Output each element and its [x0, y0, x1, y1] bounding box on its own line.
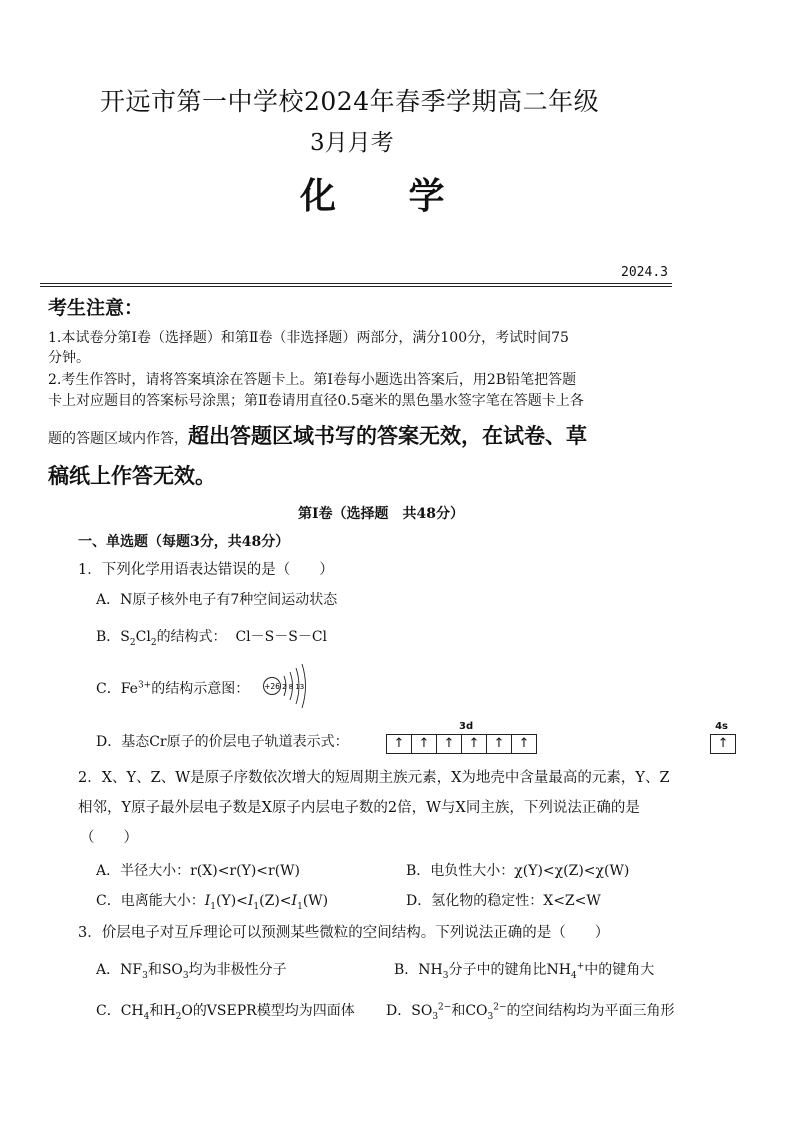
orbital-label-4s: 4s	[715, 721, 729, 732]
option-label: C．	[96, 681, 121, 697]
notice-text: 题的答题区域内作答，	[48, 431, 188, 447]
option-text: 的VSEPR模型均为四面体	[192, 1003, 355, 1019]
section-heading: 一、单选题（每题3分，共48分）	[78, 534, 290, 550]
q2-option-d: D．氢化物的稳定性：X<Z<W	[406, 893, 601, 909]
q2-option-b: B．电负性大小：χ(Y)<χ(Z)<χ(W)	[406, 863, 630, 879]
q3-option-d: D．$SO_3^{2-}$和$CO_3^{2-}$的空间结构均为平面三角形	[386, 1002, 675, 1022]
notice-heading: 考生注意：	[48, 297, 144, 319]
orbital-label-3d: 3d	[459, 721, 474, 732]
orbital-box: ↑	[411, 734, 437, 754]
exam-subtitle: 3月月考	[310, 130, 394, 156]
exam-title: 开远市第一中学校2024年春季学期高二年级	[100, 87, 600, 116]
structural-formula: Cl－S－S－Cl	[235, 629, 328, 645]
orbital-box: ↑	[511, 734, 537, 754]
notice-emphasis: 超出答题区域书写的答案无效，在试卷、草	[188, 424, 587, 448]
orbital-box: ↑	[710, 734, 736, 754]
q3-option-a: A．$NF_3$和$SO_3$均为非极性分子	[96, 962, 287, 981]
notice-line: 1.本试卷分第Ⅰ卷（选择题）和第Ⅱ卷（非选择题）两部分，满分100分，考试时间75	[48, 330, 569, 346]
option-label: C．	[96, 1003, 121, 1019]
formula: $S_2Cl_2$	[120, 629, 157, 648]
notice-emphasis: 稿纸上作答无效。	[48, 464, 216, 488]
ion-formula: $Fe^{3+}$	[120, 680, 152, 697]
question-2-stem: 2．X、Y、Z、W是原子序数依次增大的短周期主族元素，X为地壳中含量最高的元素，Y、Z	[78, 770, 670, 786]
notice-line: 卡上对应题目的答案标号涂黑；第Ⅱ卷请用直径0.5毫米的黑色墨水签字笔在答题卡上各	[48, 393, 584, 409]
notice-line: 2.考生作答时，请将答案填涂在答题卡上。第Ⅰ卷每小题选出答案后，用2B铅笔把答题	[48, 372, 577, 388]
q1-option-c	[96, 678, 249, 698]
option-label: D．	[386, 1003, 412, 1019]
q3-option-b: B．$NH_3$分子中的键角比$NH_4^+$中的键角大	[394, 961, 655, 981]
header-rule	[40, 283, 672, 284]
q1-option-a: A．N原子核外电子有7种空间运动状态	[96, 592, 338, 608]
option-label: B．	[96, 629, 121, 645]
option-text: 的空间结构均为平面三角形	[506, 1003, 675, 1019]
option-text: C．电离能大小：	[96, 893, 205, 909]
question-2-stem: 相邻，Y原子最外层电子数是X原子内层电子数的2倍，W与X同主族，下列说法正确的是	[78, 800, 640, 816]
notice-line: 分钟。	[48, 350, 90, 366]
q2-option-c: C．电离能大小：$I_1(Y)<I_1(Z)<I_1(W)$	[96, 893, 329, 912]
q1-option-d	[96, 731, 349, 751]
option-text: 均为非极性分子	[188, 962, 287, 978]
orbital-box: ↑	[386, 734, 412, 754]
question-2-stem: （ ）	[80, 830, 138, 846]
q2-option-a: A．半径大小：r(X)<r(Y)<r(W)	[96, 863, 301, 879]
question-1-stem: 1．下列化学用语表达错误的是（ ）	[78, 562, 334, 578]
orbital-box: ↑	[461, 734, 487, 754]
option-text: 分子中的键角比	[448, 962, 547, 978]
orbital-box: ↑	[436, 734, 462, 754]
option-text: D．基态Cr原子的价层电子轨道表示式：	[96, 734, 349, 750]
atomic-structure-diagram	[258, 662, 312, 710]
q1-option-b	[96, 626, 327, 648]
header-rule-second	[40, 286, 672, 287]
subject-title: 化 学	[300, 175, 475, 217]
orbital-4s	[711, 721, 736, 754]
exam-date: 2024.3	[621, 265, 668, 280]
orbital-box: ↑	[486, 734, 512, 754]
orbital-3d	[387, 721, 537, 754]
option-text: 的结构式：	[156, 629, 227, 645]
question-3-stem: 3．价层电子对互斥理论可以预测某些微粒的空间结构。下列说法正确的是（ ）	[78, 925, 610, 941]
option-label: A．	[96, 962, 121, 978]
nucleus-charge: +26	[264, 682, 280, 691]
option-label: B．	[394, 962, 419, 978]
q3-option-c: C．$CH_4$和$H_2O$的VSEPR模型均为四面体	[96, 1003, 355, 1022]
notice-line-mixed	[48, 420, 587, 450]
option-text: 中的键角大	[584, 962, 655, 978]
option-text: 的结构示意图：	[151, 681, 250, 697]
part-heading: 第Ⅰ卷（选择题 共48分）	[298, 506, 465, 522]
electron-counts: 2 8 13	[282, 683, 305, 691]
